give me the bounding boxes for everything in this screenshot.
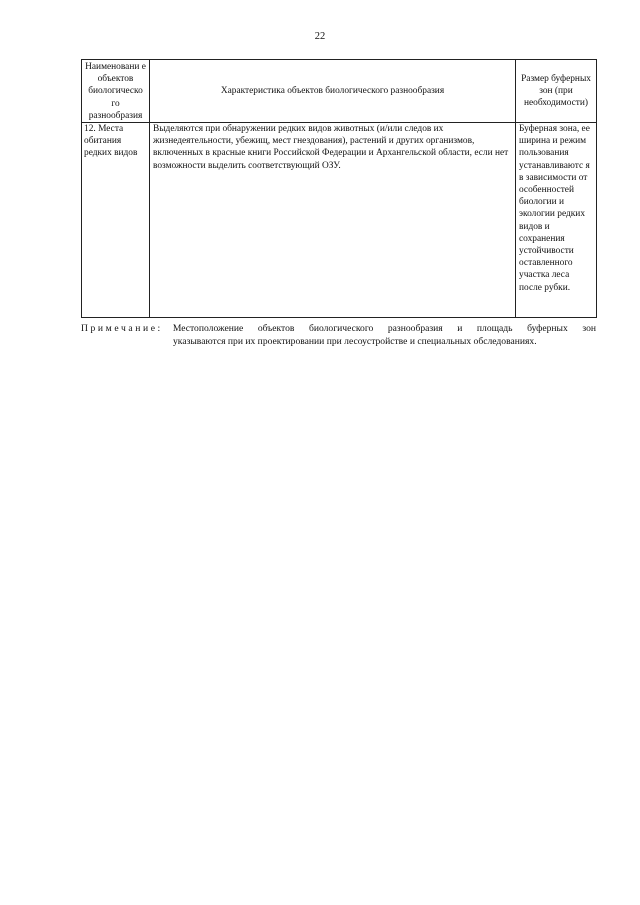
header-name: Наименовани е объектов биологическо го разнообразия xyxy=(82,60,150,123)
note-text-line2: указываются при их проектировании при лесоустройстве и специальных обследованиях. xyxy=(173,336,537,347)
note xyxy=(81,322,596,348)
table-row xyxy=(82,123,597,318)
header-characteristic: Характеристика объектов биологического разнообразия xyxy=(150,60,516,123)
cell-object-name: 12. Места обитания редких видов xyxy=(82,123,150,318)
note-text-line1: Местоположение объектов биологического разнообразия и площадь буферных зон xyxy=(172,323,596,334)
page-number: 22 xyxy=(314,31,326,42)
cell-characteristic: Выделяются при обнаружении редких видов животных (и/или следов их жизнедеятельности, убежищ, мест гнездования), растений и других организмов, включенных в красные книги Российской Федерации и Архангельской области, если нет возможности выделить соответствующий ОЗУ. xyxy=(150,123,516,318)
cell-buffer-zone: Буферная зона, ее ширина и режим пользования устанавливаютс я в зависимости от особенностей биологии и экологии редких видов и сохранения устойчивости оставленного участка леса после рубки. xyxy=(516,123,597,318)
note-label: Примечание: xyxy=(81,323,163,334)
biodiversity-table xyxy=(81,59,597,318)
header-buffer: Размер буферных зон (при необходимости) xyxy=(516,60,597,123)
table-header-row xyxy=(82,60,597,123)
